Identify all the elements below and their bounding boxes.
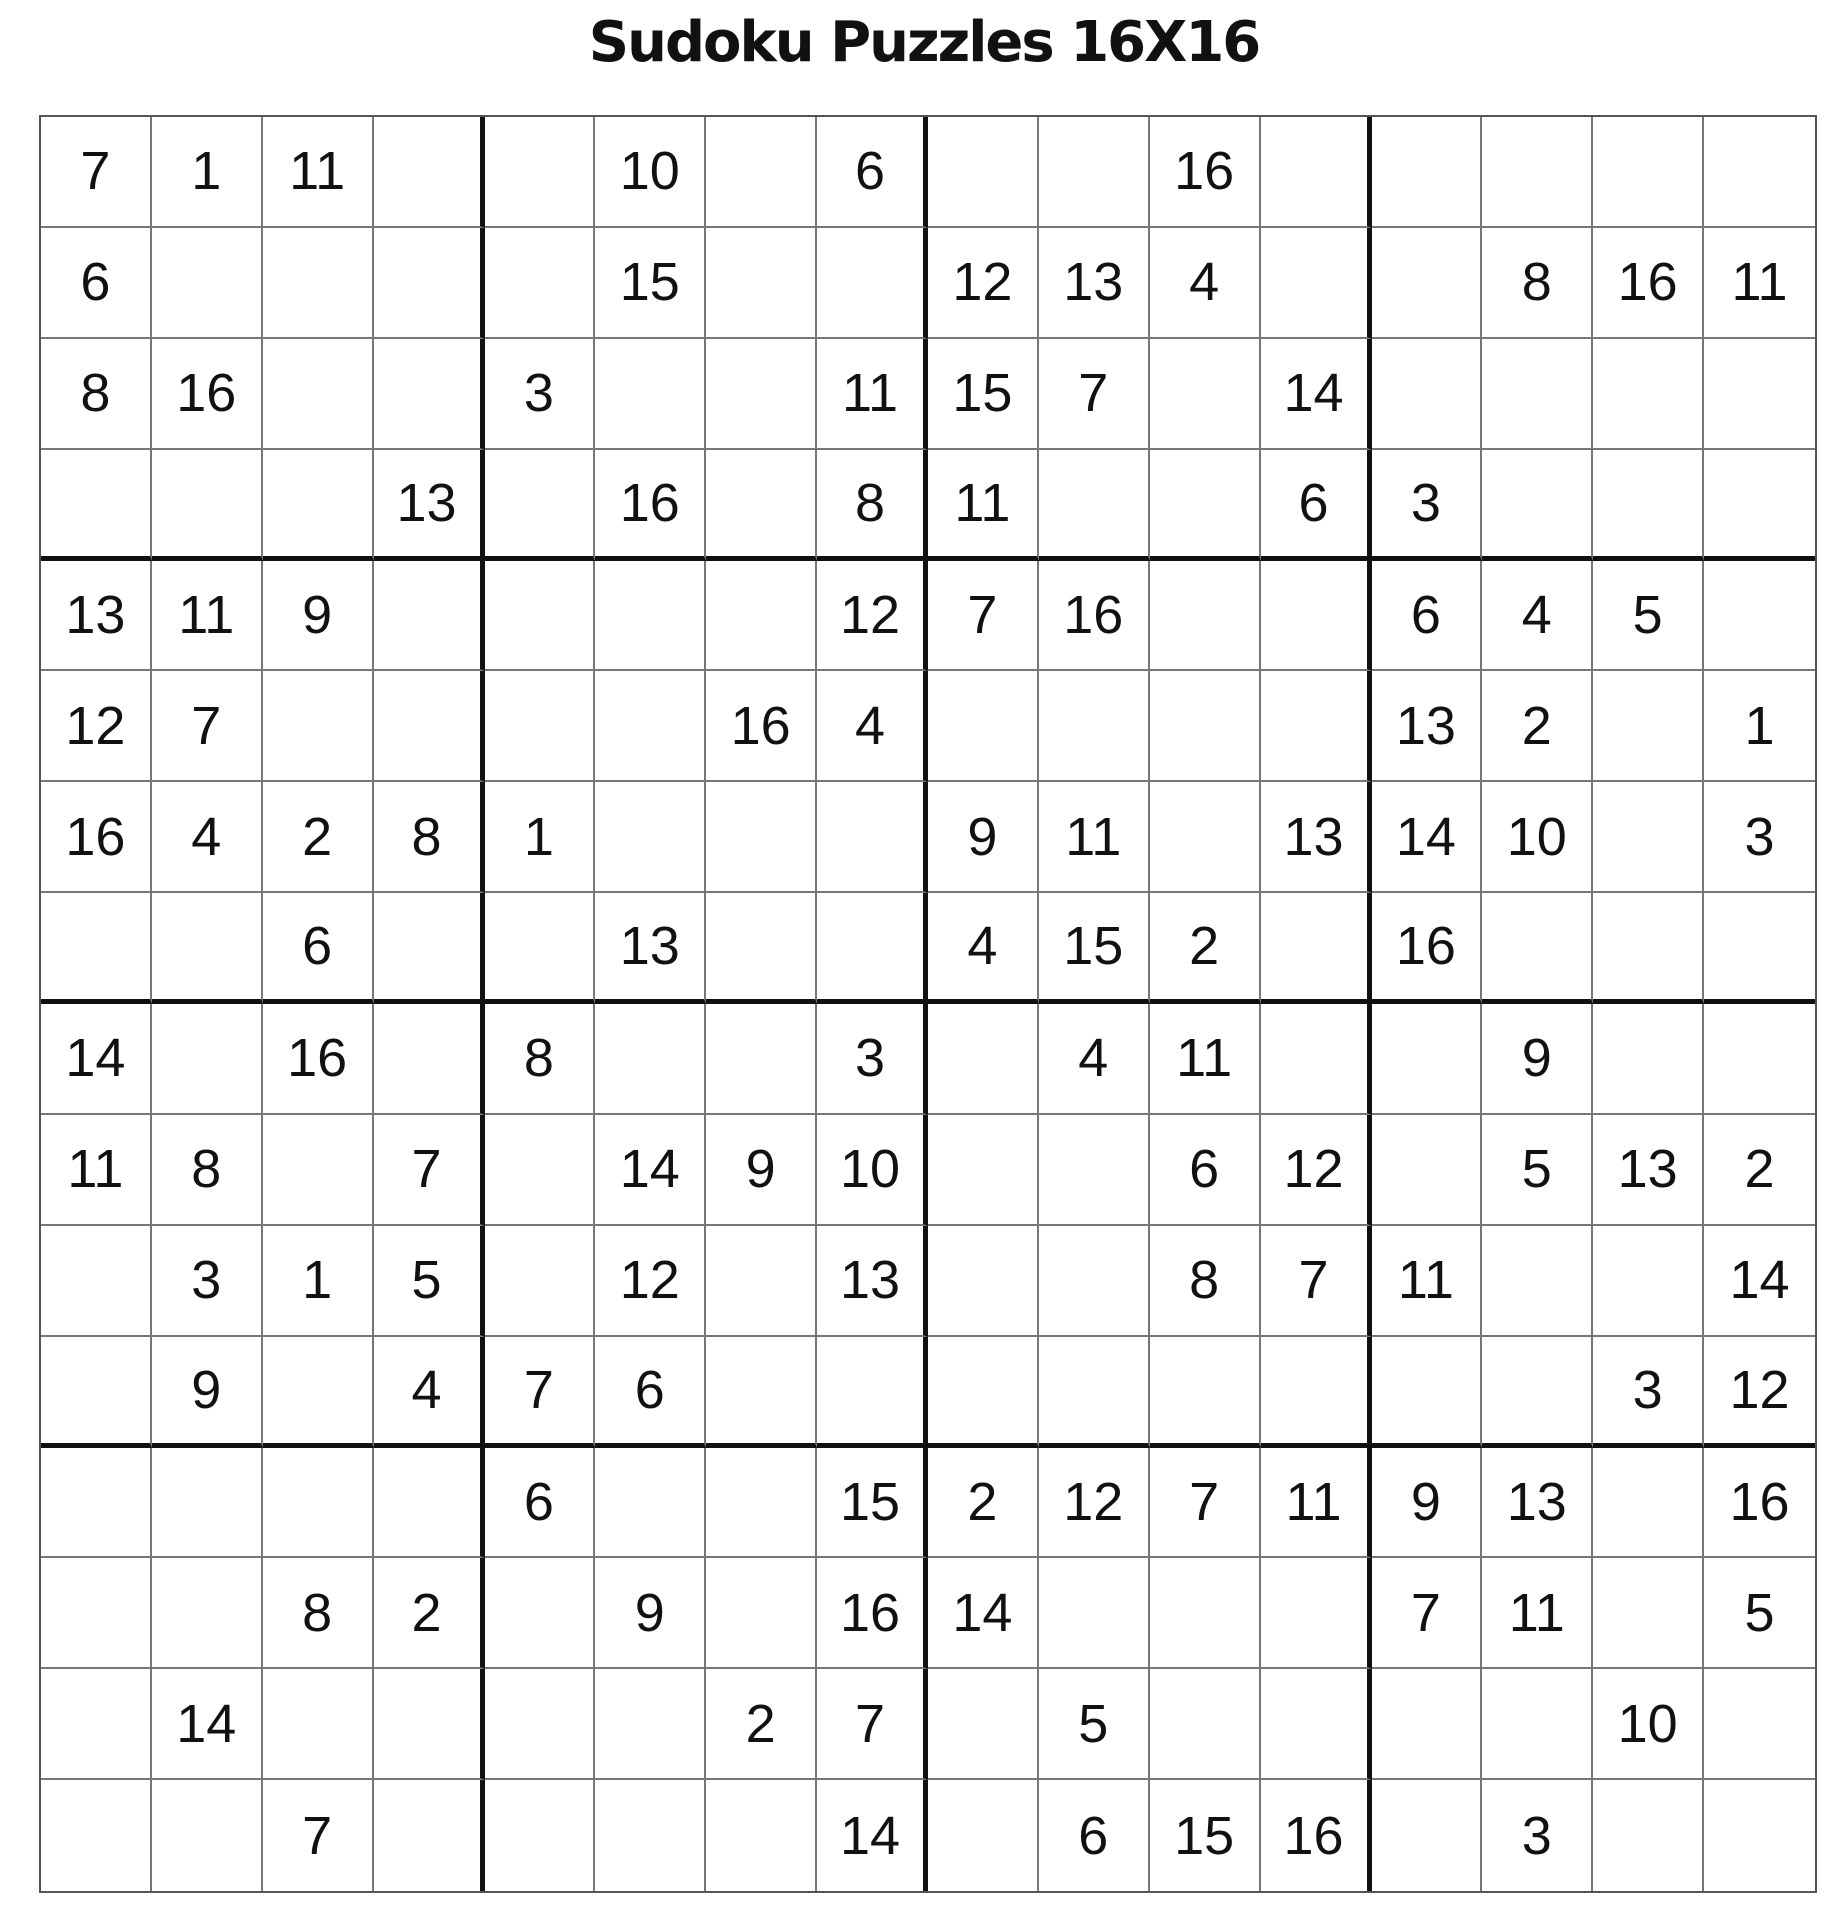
sudoku-cell[interactable] xyxy=(1039,1226,1150,1337)
sudoku-cell[interactable]: 14 xyxy=(152,1669,263,1780)
sudoku-cell[interactable] xyxy=(1039,1337,1150,1448)
sudoku-cell[interactable]: 8 xyxy=(263,1558,374,1669)
sudoku-cell[interactable] xyxy=(1593,782,1704,893)
sudoku-cell[interactable]: 6 xyxy=(817,117,928,228)
sudoku-cell[interactable]: 3 xyxy=(817,1004,928,1115)
sudoku-cell[interactable] xyxy=(595,782,706,893)
sudoku-cell[interactable]: 8 xyxy=(485,1004,596,1115)
sudoku-cell[interactable]: 7 xyxy=(1039,339,1150,450)
sudoku-cell[interactable]: 10 xyxy=(1482,782,1593,893)
sudoku-cell[interactable]: 1 xyxy=(485,782,596,893)
sudoku-cell[interactable] xyxy=(263,1669,374,1780)
sudoku-cell[interactable] xyxy=(152,1004,263,1115)
sudoku-cell[interactable]: 8 xyxy=(374,782,485,893)
sudoku-cell[interactable] xyxy=(1261,893,1372,1004)
sudoku-cell[interactable]: 9 xyxy=(1372,1448,1483,1559)
sudoku-cell[interactable]: 11 xyxy=(1261,1448,1372,1559)
sudoku-cell[interactable] xyxy=(1482,117,1593,228)
sudoku-cell[interactable]: 16 xyxy=(1039,561,1150,672)
sudoku-cell[interactable] xyxy=(374,1448,485,1559)
sudoku-cell[interactable]: 13 xyxy=(1372,671,1483,782)
sudoku-cell[interactable] xyxy=(595,1004,706,1115)
sudoku-cell[interactable]: 12 xyxy=(928,228,1039,339)
sudoku-cell[interactable] xyxy=(595,1669,706,1780)
sudoku-cell[interactable] xyxy=(263,228,374,339)
sudoku-cell[interactable] xyxy=(817,893,928,1004)
sudoku-cell[interactable] xyxy=(374,1780,485,1891)
sudoku-cell[interactable] xyxy=(706,1004,817,1115)
sudoku-cell[interactable] xyxy=(1372,1004,1483,1115)
sudoku-cell[interactable]: 6 xyxy=(1039,1780,1150,1891)
sudoku-cell[interactable] xyxy=(41,450,152,561)
sudoku-cell[interactable] xyxy=(1372,1115,1483,1226)
sudoku-cell[interactable]: 5 xyxy=(1039,1669,1150,1780)
sudoku-cell[interactable] xyxy=(263,339,374,450)
sudoku-cell[interactable] xyxy=(1593,1780,1704,1891)
sudoku-cell[interactable] xyxy=(1372,1337,1483,1448)
sudoku-cell[interactable] xyxy=(485,1780,596,1891)
sudoku-cell[interactable]: 4 xyxy=(1482,561,1593,672)
sudoku-cell[interactable] xyxy=(595,339,706,450)
sudoku-cell[interactable] xyxy=(263,1115,374,1226)
sudoku-cell[interactable]: 4 xyxy=(152,782,263,893)
sudoku-cell[interactable]: 16 xyxy=(1704,1448,1815,1559)
sudoku-cell[interactable] xyxy=(1482,339,1593,450)
sudoku-cell[interactable] xyxy=(706,1226,817,1337)
sudoku-cell[interactable]: 13 xyxy=(1482,1448,1593,1559)
sudoku-cell[interactable] xyxy=(928,1004,1039,1115)
sudoku-cell[interactable]: 11 xyxy=(817,339,928,450)
sudoku-cell[interactable]: 16 xyxy=(1150,117,1261,228)
sudoku-cell[interactable] xyxy=(1150,671,1261,782)
sudoku-cell[interactable] xyxy=(595,671,706,782)
sudoku-cell[interactable] xyxy=(485,1558,596,1669)
sudoku-cell[interactable]: 3 xyxy=(152,1226,263,1337)
sudoku-cell[interactable]: 11 xyxy=(1039,782,1150,893)
sudoku-cell[interactable]: 2 xyxy=(1482,671,1593,782)
sudoku-cell[interactable] xyxy=(374,1669,485,1780)
sudoku-cell[interactable]: 9 xyxy=(152,1337,263,1448)
sudoku-cell[interactable] xyxy=(152,228,263,339)
sudoku-cell[interactable]: 6 xyxy=(595,1337,706,1448)
sudoku-cell[interactable] xyxy=(706,450,817,561)
sudoku-cell[interactable]: 8 xyxy=(817,450,928,561)
sudoku-cell[interactable] xyxy=(1150,1558,1261,1669)
sudoku-cell[interactable] xyxy=(706,228,817,339)
sudoku-cell[interactable]: 11 xyxy=(41,1115,152,1226)
sudoku-cell[interactable] xyxy=(1372,117,1483,228)
sudoku-cell[interactable]: 11 xyxy=(1372,1226,1483,1337)
sudoku-cell[interactable]: 15 xyxy=(1150,1780,1261,1891)
sudoku-cell[interactable]: 15 xyxy=(817,1448,928,1559)
sudoku-cell[interactable]: 7 xyxy=(1372,1558,1483,1669)
sudoku-cell[interactable] xyxy=(706,117,817,228)
sudoku-cell[interactable]: 6 xyxy=(263,893,374,1004)
sudoku-cell[interactable]: 16 xyxy=(1261,1780,1372,1891)
sudoku-cell[interactable] xyxy=(1261,117,1372,228)
sudoku-cell[interactable] xyxy=(928,1226,1039,1337)
sudoku-cell[interactable] xyxy=(595,561,706,672)
sudoku-cell[interactable] xyxy=(706,1337,817,1448)
sudoku-cell[interactable]: 5 xyxy=(374,1226,485,1337)
sudoku-cell[interactable]: 14 xyxy=(928,1558,1039,1669)
sudoku-cell[interactable] xyxy=(1482,450,1593,561)
sudoku-cell[interactable]: 3 xyxy=(1372,450,1483,561)
sudoku-cell[interactable]: 11 xyxy=(1704,228,1815,339)
sudoku-cell[interactable] xyxy=(41,1337,152,1448)
sudoku-cell[interactable]: 13 xyxy=(595,893,706,1004)
sudoku-cell[interactable]: 2 xyxy=(928,1448,1039,1559)
sudoku-cell[interactable] xyxy=(485,1669,596,1780)
sudoku-cell[interactable] xyxy=(374,1004,485,1115)
sudoku-cell[interactable]: 2 xyxy=(1704,1115,1815,1226)
sudoku-cell[interactable]: 12 xyxy=(1261,1115,1372,1226)
sudoku-cell[interactable] xyxy=(1704,1669,1815,1780)
sudoku-cell[interactable]: 14 xyxy=(595,1115,706,1226)
sudoku-cell[interactable]: 11 xyxy=(152,561,263,672)
sudoku-cell[interactable] xyxy=(1593,339,1704,450)
sudoku-cell[interactable]: 4 xyxy=(374,1337,485,1448)
page-title: Sudoku Puzzles 16X16 xyxy=(588,10,1260,75)
sudoku-cell[interactable]: 7 xyxy=(928,561,1039,672)
sudoku-cell[interactable] xyxy=(1704,1780,1815,1891)
sudoku-cell[interactable] xyxy=(1039,1558,1150,1669)
sudoku-cell[interactable]: 7 xyxy=(817,1669,928,1780)
sudoku-cell[interactable]: 13 xyxy=(374,450,485,561)
sudoku-cell[interactable] xyxy=(152,450,263,561)
sudoku-cell[interactable]: 14 xyxy=(1261,339,1372,450)
sudoku-cell[interactable] xyxy=(374,339,485,450)
sudoku-cell[interactable] xyxy=(41,1669,152,1780)
sudoku-cell[interactable]: 8 xyxy=(152,1115,263,1226)
sudoku-cell[interactable] xyxy=(706,339,817,450)
sudoku-cell[interactable]: 1 xyxy=(152,117,263,228)
sudoku-cell[interactable]: 9 xyxy=(706,1115,817,1226)
sudoku-cell[interactable] xyxy=(485,450,596,561)
sudoku-cell[interactable] xyxy=(485,671,596,782)
sudoku-cell[interactable]: 3 xyxy=(1482,1780,1593,1891)
sudoku-cell[interactable]: 11 xyxy=(1150,1004,1261,1115)
sudoku-cell[interactable] xyxy=(1150,561,1261,672)
sudoku-cell[interactable] xyxy=(374,893,485,1004)
sudoku-cell[interactable]: 13 xyxy=(1261,782,1372,893)
sudoku-cell[interactable] xyxy=(152,893,263,1004)
sudoku-cell[interactable] xyxy=(263,1448,374,1559)
sudoku-cell[interactable]: 7 xyxy=(1150,1448,1261,1559)
sudoku-cell[interactable] xyxy=(817,1337,928,1448)
sudoku-cell[interactable]: 16 xyxy=(817,1558,928,1669)
sudoku-cell[interactable]: 7 xyxy=(41,117,152,228)
sudoku-cell[interactable]: 4 xyxy=(928,893,1039,1004)
sudoku-cell[interactable] xyxy=(1482,893,1593,1004)
sudoku-cell[interactable] xyxy=(1593,117,1704,228)
sudoku-cell[interactable] xyxy=(485,561,596,672)
sudoku-cell[interactable] xyxy=(1482,1669,1593,1780)
sudoku-cell[interactable] xyxy=(485,228,596,339)
sudoku-cell[interactable] xyxy=(928,1115,1039,1226)
sudoku-cell[interactable] xyxy=(1150,339,1261,450)
sudoku-cell[interactable]: 2 xyxy=(706,1669,817,1780)
sudoku-cell[interactable] xyxy=(1704,1004,1815,1115)
sudoku-cell[interactable]: 16 xyxy=(1372,893,1483,1004)
sudoku-cell[interactable] xyxy=(817,782,928,893)
sudoku-cell[interactable] xyxy=(1593,671,1704,782)
sudoku-cell[interactable]: 12 xyxy=(595,1226,706,1337)
sudoku-cell[interactable]: 6 xyxy=(1150,1115,1261,1226)
sudoku-cell[interactable] xyxy=(1704,561,1815,672)
sudoku-cell[interactable] xyxy=(1372,1669,1483,1780)
sudoku-cell[interactable]: 13 xyxy=(1039,228,1150,339)
sudoku-cell[interactable]: 12 xyxy=(817,561,928,672)
sudoku-cell[interactable] xyxy=(706,893,817,1004)
sudoku-cell[interactable]: 16 xyxy=(706,671,817,782)
sudoku-cell[interactable] xyxy=(41,1558,152,1669)
sudoku-cell[interactable]: 8 xyxy=(1150,1226,1261,1337)
sudoku-cell[interactable]: 13 xyxy=(1593,1115,1704,1226)
sudoku-cell[interactable] xyxy=(1593,1004,1704,1115)
sudoku-cell[interactable] xyxy=(374,117,485,228)
sudoku-cell[interactable]: 3 xyxy=(1704,782,1815,893)
sudoku-cell[interactable]: 16 xyxy=(1593,228,1704,339)
sudoku-cell[interactable] xyxy=(263,450,374,561)
sudoku-cell[interactable]: 4 xyxy=(1039,1004,1150,1115)
sudoku-cell[interactable] xyxy=(374,561,485,672)
sudoku-cell[interactable] xyxy=(928,1669,1039,1780)
sudoku-cell[interactable] xyxy=(1261,671,1372,782)
sudoku-cell[interactable] xyxy=(152,1780,263,1891)
sudoku-cell[interactable] xyxy=(152,1448,263,1559)
sudoku-cell[interactable]: 16 xyxy=(152,339,263,450)
sudoku-cell[interactable] xyxy=(1150,1669,1261,1780)
sudoku-cell[interactable] xyxy=(1372,339,1483,450)
sudoku-cell[interactable]: 9 xyxy=(595,1558,706,1669)
sudoku-cell[interactable] xyxy=(1150,782,1261,893)
sudoku-cell[interactable]: 9 xyxy=(263,561,374,672)
sudoku-cell[interactable]: 7 xyxy=(152,671,263,782)
sudoku-cell[interactable] xyxy=(1261,1337,1372,1448)
sudoku-cell[interactable] xyxy=(1593,893,1704,1004)
sudoku-cell[interactable]: 5 xyxy=(1593,561,1704,672)
sudoku-cell[interactable]: 6 xyxy=(1261,450,1372,561)
sudoku-cell[interactable] xyxy=(374,671,485,782)
sudoku-cell[interactable] xyxy=(263,1337,374,1448)
sudoku-cell[interactable]: 13 xyxy=(41,561,152,672)
sudoku-cell[interactable] xyxy=(706,1780,817,1891)
sudoku-cell[interactable]: 12 xyxy=(1039,1448,1150,1559)
sudoku-cell[interactable] xyxy=(1261,1004,1372,1115)
sudoku-cell[interactable]: 16 xyxy=(263,1004,374,1115)
sudoku-cell[interactable]: 14 xyxy=(41,1004,152,1115)
sudoku-cell[interactable] xyxy=(1704,450,1815,561)
sudoku-cell[interactable]: 9 xyxy=(1482,1004,1593,1115)
sudoku-cell[interactable] xyxy=(1482,1337,1593,1448)
sudoku-cell[interactable] xyxy=(1482,1226,1593,1337)
sudoku-cell[interactable] xyxy=(928,117,1039,228)
sudoku-cell[interactable]: 6 xyxy=(41,228,152,339)
sudoku-cell[interactable] xyxy=(41,1780,152,1891)
sudoku-cell[interactable] xyxy=(1261,1558,1372,1669)
sudoku-cell[interactable]: 12 xyxy=(41,671,152,782)
sudoku-cell[interactable]: 10 xyxy=(1593,1669,1704,1780)
sudoku-cell[interactable] xyxy=(1261,561,1372,672)
sudoku-cell[interactable]: 4 xyxy=(1150,228,1261,339)
sudoku-cell[interactable]: 2 xyxy=(374,1558,485,1669)
sudoku-cell[interactable] xyxy=(595,1448,706,1559)
sudoku-cell[interactable]: 5 xyxy=(1704,1558,1815,1669)
sudoku-cell[interactable]: 10 xyxy=(595,117,706,228)
sudoku-cell[interactable] xyxy=(485,117,596,228)
sudoku-cell[interactable] xyxy=(374,228,485,339)
sudoku-cell[interactable] xyxy=(1704,339,1815,450)
sudoku-cell[interactable] xyxy=(928,1780,1039,1891)
sudoku-cell[interactable] xyxy=(706,1448,817,1559)
sudoku-cell[interactable] xyxy=(1150,450,1261,561)
sudoku-cell[interactable] xyxy=(1593,1448,1704,1559)
sudoku-cell[interactable]: 14 xyxy=(1372,782,1483,893)
sudoku-cell[interactable] xyxy=(928,1337,1039,1448)
sudoku-cell[interactable]: 5 xyxy=(1482,1115,1593,1226)
sudoku-cell[interactable]: 7 xyxy=(374,1115,485,1226)
sudoku-cell[interactable]: 1 xyxy=(263,1226,374,1337)
sudoku-cell[interactable] xyxy=(928,671,1039,782)
sudoku-cell[interactable]: 15 xyxy=(1039,893,1150,1004)
sudoku-cell[interactable]: 7 xyxy=(263,1780,374,1891)
sudoku-cell[interactable] xyxy=(1372,228,1483,339)
sudoku-grid xyxy=(39,115,1817,1893)
sudoku-cell[interactable]: 13 xyxy=(817,1226,928,1337)
sudoku-cell[interactable]: 15 xyxy=(595,228,706,339)
sudoku-cell[interactable]: 12 xyxy=(1704,1337,1815,1448)
sudoku-cell[interactable]: 15 xyxy=(928,339,1039,450)
sudoku-cell[interactable]: 6 xyxy=(1372,561,1483,672)
sudoku-cell[interactable]: 7 xyxy=(485,1337,596,1448)
sudoku-cell[interactable] xyxy=(41,893,152,1004)
sudoku-cell[interactable]: 14 xyxy=(817,1780,928,1891)
sudoku-cell[interactable]: 16 xyxy=(595,450,706,561)
sudoku-cell[interactable]: 10 xyxy=(817,1115,928,1226)
sudoku-cell[interactable] xyxy=(706,561,817,672)
sudoku-cell[interactable] xyxy=(485,893,596,1004)
sudoku-cell[interactable] xyxy=(1372,1780,1483,1891)
sudoku-cell[interactable]: 11 xyxy=(263,117,374,228)
sudoku-cell[interactable]: 3 xyxy=(485,339,596,450)
sudoku-cell[interactable] xyxy=(1704,117,1815,228)
sudoku-cell[interactable]: 11 xyxy=(1482,1558,1593,1669)
sudoku-cell[interactable] xyxy=(1039,450,1150,561)
sudoku-cell[interactable]: 4 xyxy=(817,671,928,782)
sudoku-cell[interactable]: 9 xyxy=(928,782,1039,893)
sudoku-cell[interactable] xyxy=(706,782,817,893)
sudoku-cell[interactable] xyxy=(485,1115,596,1226)
sudoku-cell[interactable] xyxy=(1039,117,1150,228)
sudoku-cell[interactable] xyxy=(485,1226,596,1337)
sudoku-cell[interactable]: 16 xyxy=(41,782,152,893)
sudoku-cell[interactable] xyxy=(41,1448,152,1559)
sudoku-cell[interactable]: 2 xyxy=(263,782,374,893)
sudoku-cell[interactable] xyxy=(1261,1669,1372,1780)
sudoku-cell[interactable] xyxy=(1261,228,1372,339)
sudoku-cell[interactable] xyxy=(41,1226,152,1337)
sudoku-cell[interactable]: 7 xyxy=(1261,1226,1372,1337)
sudoku-cell[interactable] xyxy=(152,1558,263,1669)
sudoku-cell[interactable]: 14 xyxy=(1704,1226,1815,1337)
sudoku-cell[interactable]: 11 xyxy=(928,450,1039,561)
sudoku-cell[interactable] xyxy=(817,228,928,339)
sudoku-cell[interactable] xyxy=(1704,893,1815,1004)
sudoku-cell[interactable]: 8 xyxy=(1482,228,1593,339)
sudoku-cell[interactable] xyxy=(1039,1115,1150,1226)
sudoku-cell[interactable] xyxy=(263,671,374,782)
sudoku-cell[interactable] xyxy=(1593,1558,1704,1669)
sudoku-cell[interactable] xyxy=(595,1780,706,1891)
sudoku-cell[interactable] xyxy=(1593,1226,1704,1337)
sudoku-cell[interactable]: 2 xyxy=(1150,893,1261,1004)
sudoku-cell[interactable]: 8 xyxy=(41,339,152,450)
sudoku-cell[interactable]: 1 xyxy=(1704,671,1815,782)
sudoku-cell[interactable]: 3 xyxy=(1593,1337,1704,1448)
sudoku-cell[interactable] xyxy=(1150,1337,1261,1448)
sudoku-cell[interactable] xyxy=(706,1558,817,1669)
sudoku-cell[interactable] xyxy=(1039,671,1150,782)
sudoku-cell[interactable] xyxy=(1593,450,1704,561)
sudoku-cell[interactable]: 6 xyxy=(485,1448,596,1559)
